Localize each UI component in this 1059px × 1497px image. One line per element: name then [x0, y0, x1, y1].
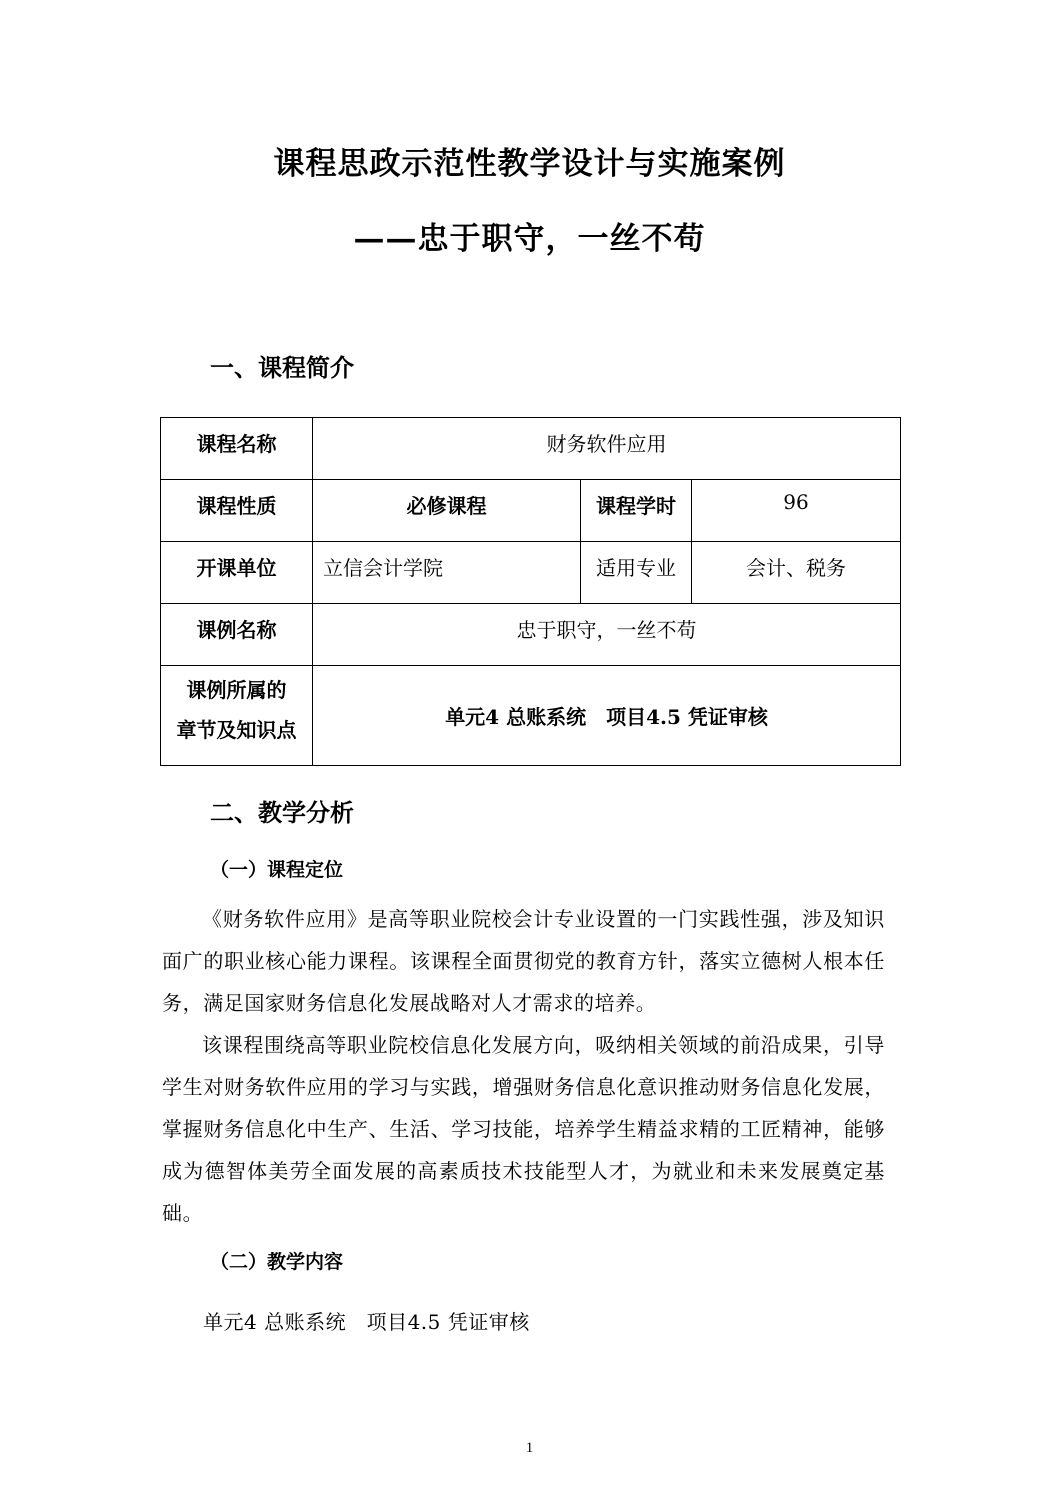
table-row [161, 666, 901, 766]
course-name-value: 财务软件应用 [313, 418, 901, 480]
course-hours-value: 96 [692, 480, 901, 542]
teaching-content-text: 单元4 总账系统 项目4.5 凭证审核 [203, 1310, 530, 1334]
case-name-label: 课例名称 [161, 604, 313, 666]
major-label: 适用专业 [581, 542, 692, 604]
table-row [161, 604, 901, 666]
subsection-heading-teaching-content: （二）教学内容 [210, 1251, 344, 1273]
document-subtitle: ——忠于职守，一丝不苟 [353, 221, 706, 257]
table-row [161, 542, 901, 604]
unit-value: 立信会计学院 [313, 542, 581, 604]
course-name-label: 课程名称 [161, 418, 313, 480]
course-hours-label: 课程学时 [581, 480, 692, 542]
section-heading-teaching-analysis: 二、教学分析 [210, 798, 354, 827]
table-row [161, 480, 901, 542]
major-value: 会计、税务 [692, 542, 901, 604]
chapter-label [161, 666, 313, 766]
page-number: 1 [525, 1440, 534, 1456]
unit-label: 开课单位 [161, 542, 313, 604]
course-nature-label: 课程性质 [161, 480, 313, 542]
paragraph-course-positioning-1: 《财务软件应用》是高等职业院校会计专业设置的一门实践性强，涉及知识面广的职业核心能力课程。该课程全面贯彻党的教育方针，落实立德树人根本任务，满足国家财务信息化发展战略对人才需求的培养。 [162, 907, 885, 1015]
chapter-label-line2: 章节及知识点 [176, 718, 297, 742]
case-name-value: 忠于职守，一丝不苟 [313, 604, 901, 666]
table-row [161, 418, 901, 480]
paragraph-course-positioning-2: 该课程围绕高等职业院校信息化发展方向，吸纳相关领域的前沿成果，引导学生对财务软件应用的学习与实践，增强财务信息化意识推动财务信息化发展，掌握财务信息化中生产、生活、学习技能，培养学生精益求精的工匠精神，能够成为德智体美劳全面发展的高素质技术技能型人才，为就业和未来发展奠定基础。 [162, 1033, 885, 1225]
document-title: 课程思政示范性教学设计与实施案例 [273, 146, 786, 182]
chapter-value: 单元4 总账系统 项目4.5 凭证审核 [313, 666, 901, 766]
course-nature-value: 必修课程 [313, 480, 581, 542]
subsection-heading-course-positioning: （一）课程定位 [210, 859, 344, 881]
chapter-label-line1: 课例所属的 [186, 678, 287, 702]
course-info-table [160, 417, 901, 766]
section-heading-course-intro: 一、课程简介 [210, 353, 354, 382]
